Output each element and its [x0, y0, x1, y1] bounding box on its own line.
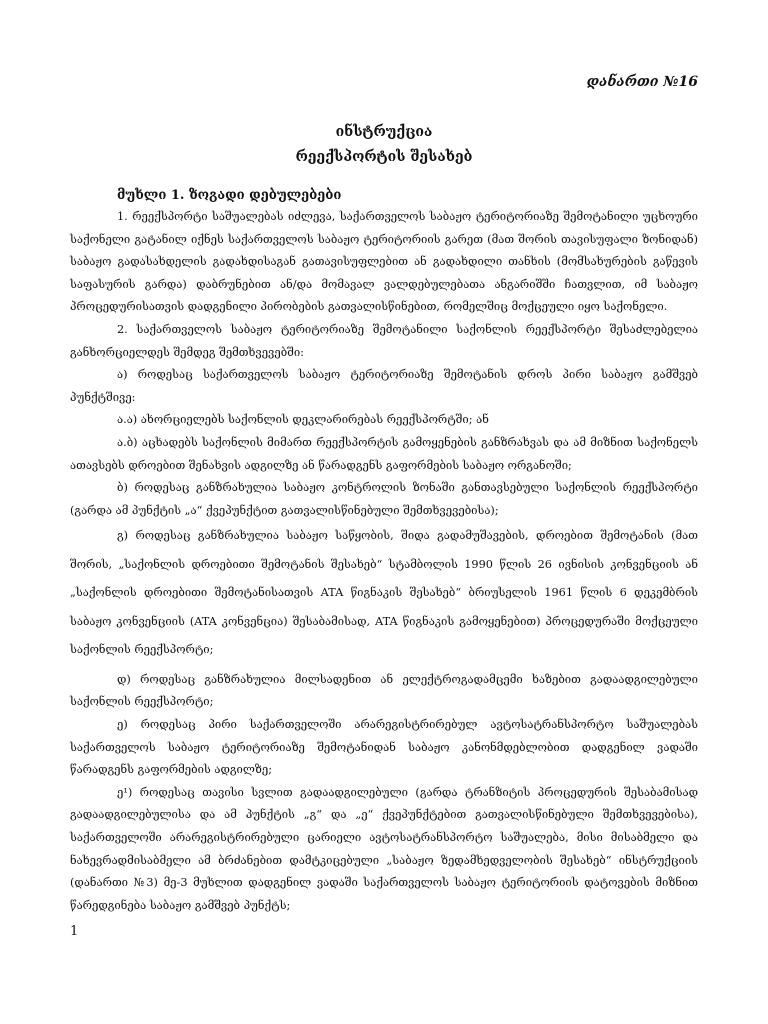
document-subtitle: რეექსპორტის შესახებ	[295, 149, 473, 165]
paragraph-1: 1. რეექსპორტი საშუალებას იძლევა, საქართველოს საბაჟო ტერიტორიაზე შემოტანილი უცხოური საქონელი გატანილ იქნეს საქართველოს საბაჟო ტერიტორიის გარეთ (მათ შორის თავისუფალი ზონიდან) საბაჟო გადასახდელის გადახდისაგან გათავისუფლებით ან გადახდილი თანხის (მომსახურების გაწევის საფასურის გარდა) დაბრუნებით ან/და მომავალ ვალდებულებათა ანგარიშში ჩათვლით, იმ საბაჟო პროცედურისათვის დადგენილი პირობების გათვალისწინებით, რომელშიც მოქცეული იყო საქონელი.	[70, 210, 698, 314]
page-number: 1	[70, 924, 79, 939]
chapter-heading: მუხლი 1. ზოგადი დებულებები	[117, 188, 342, 203]
document-body	[70, 206, 698, 917]
document-title: ინსტრუქცია	[335, 124, 433, 140]
paragraph-2: 2. საქართველოს საბაჟო ტერიტორიაზე შემოტანილი საქონლის რეექსპორტი შესაძლებელია განხორციელდეს შემდეგ შემთხვევებში:	[70, 322, 698, 359]
subparagraph-d: დ) როდესაც განზრახულია მილსადენით ან ელექტროგადამცემი ხაზებით გადაადგილებული საქონლის რეექსპორტი;	[70, 672, 698, 709]
annex-label: დანართი №16	[586, 74, 698, 90]
subparagraph-b: ბ) როდესაც განზრახულია საბაჟო კონტროლის ზონაში განთავსებული საქონლის რეექსპორტი (გარდა ამ პუნქტის „ა“ ქვეპუნქტით გათვალისწინებული შემთხვევებისა);	[70, 481, 698, 517]
subparagraph-g: გ) როდესაც განზრახულია საბაჟო საწყობის, შიდა გადამუშავების, დროებით შემოტანის (მათ შორის, „საქონლის დროებითი შემოტანის შესახებ“ სტამბოლის 1990 წლის 26 ივნისის კონვენციის ან „საქონლის დროებითი შემოტანისათვის ATA წიგნაკის შესახებ“ ბრიუსელის 1961 წლის 6 დეკემბრის საბაჟო კონვენციის (ATA კონვენცია) შესაბამისად, ATA წიგნაკის გამოყენებით) პროცედურაში მოქცეული საქონლის რეექსპორტი;	[70, 529, 698, 657]
subparagraph-a: ა) როდესაც საქართველოს საბაჟო ტერიტორიაზე შემოტანის დროს პირი საბაჟო გამშვებ პუნქტშივე:	[70, 368, 698, 404]
subparagraph-e1: ე¹) როდესაც თავისი სვლით გადაადგილებული (გარდა ტრანზიტის პროცედურის შესაბამისად გადაადგილებულისა და ამ პუნქტის „გ“ და „ე“ ქვეპუნქტებით გათვალისწინებული შემთხვევებისა), საქართველოში არარეგისტრირებული ცარიელი ავტოსატრანსპორტო საშუალება, მისი მისაბმელი და ნახევრადმისაბმელი ამ ბრძანებით დამტკიცებული „საბაჟო ზედამხედველობის შესახებ“ ინსტრუქციის (დანართი №3) მე-3 მუხლით დადგენილ ვადაში საქართველოს საბაჟო ტერიტორიის დატოვების მიზნით წარედგინება საბაჟო გამშვებ პუნქტს;	[70, 785, 698, 912]
subparagraph-a-b: ა.ბ) აცხადებს საქონლის მიმართ რეექსპორტის გამოყენების განზრახვას და ამ მიზნით საქონელს ათავსებს დროებით შენახვის ადგილზე ან წარადგენს გაფორმების საბაჟო ორგანოში;	[70, 435, 698, 472]
subparagraph-a-a: ა.ა) ახორციელებს საქონლის დეკლარირებას რეექსპორტში; ან	[117, 413, 489, 427]
subparagraph-e: ე) როდესაც პირი საქართველოში არარეგისტრირებულ ავტოსატრანსპორტო საშუალებას საქართველოს საბაჟო ტერიტორიაზე შემოტანიდან საბაჟო კანონმდებლობით დადგენილ ვადაში წარადგენს გაფორმების ადგილზე;	[70, 718, 698, 777]
